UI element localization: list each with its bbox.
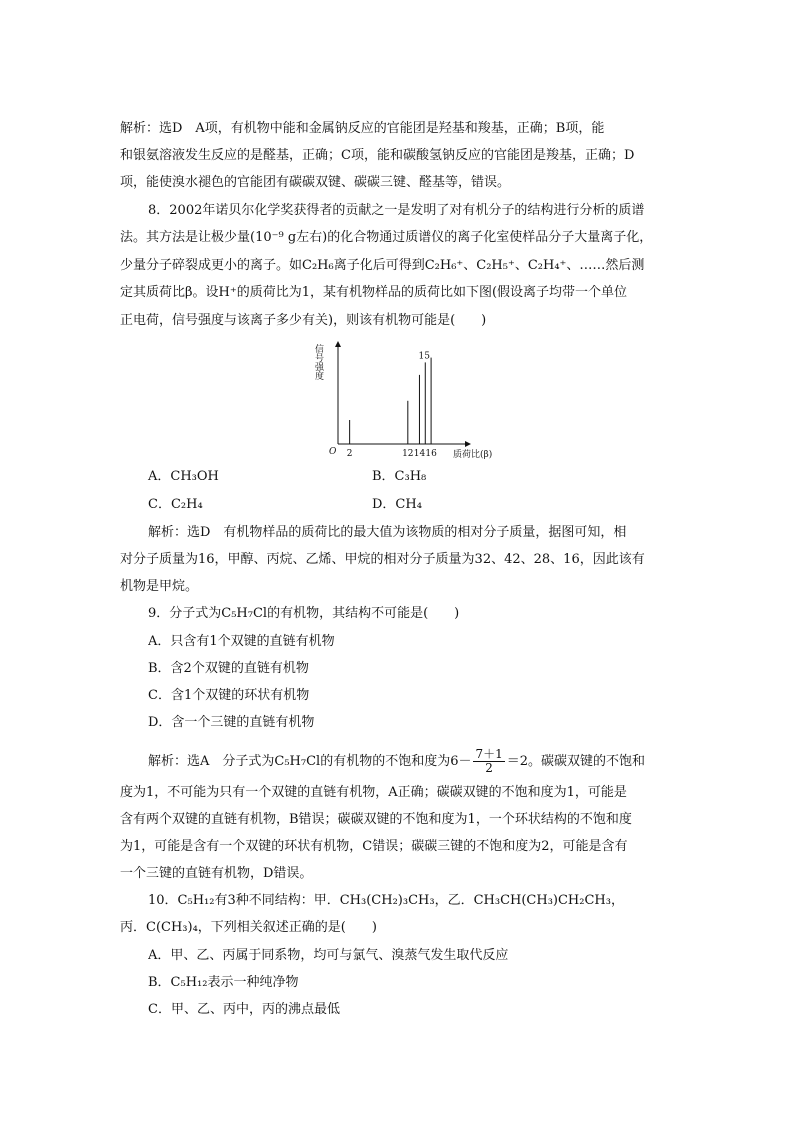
q8-option-d: D．CH₄ xyxy=(372,497,422,512)
bars-group xyxy=(350,358,431,444)
fraction-numerator: 7＋1 xyxy=(475,747,503,761)
q10-stem-line-1: 10．C₅H₁₂有3种不同结构：甲．CH₃(CH₂)₃CH₃，乙．CH₃CH(CH₃)CH₂CH₃， xyxy=(148,893,624,908)
x-tick-label-2: 2 xyxy=(346,449,353,459)
q9-stem: 9．分子式为C₅H₇Cl的有机物，其结构不可能是( ) xyxy=(148,606,460,621)
q8-stem-line-1: 8．2002年诺贝尔化学奖获得者的贡献之一是发明了对有机分子的结构进行分析的质谱 xyxy=(148,203,645,218)
q7-analysis-line-1: 解析：选D A项，有机物中能和金属钠反应的官能团是羟基和羧基，正确；B项，能 xyxy=(120,121,605,136)
origin-label: O xyxy=(329,447,337,457)
q10-option-b: B．C₅H₁₂表示一种纯净物 xyxy=(148,975,299,990)
y-axis-label: 信号强度 xyxy=(313,344,323,380)
q9-option-b: B．含2个双键的直链有机物 xyxy=(148,661,309,676)
q8-stem-line-3: 少量分子碎裂成更小的离子。如C₂H₆离子化后可得到C₂H₆⁺、C₂H₅⁺、C₂H₄⁺、……然后测 xyxy=(120,258,645,273)
fraction xyxy=(473,748,504,775)
q10-option-a: A．甲、乙、丙属于同系物，均可与氯气、溴蒸气发生取代反应 xyxy=(148,948,509,963)
q9-analysis-line-1 xyxy=(148,748,680,775)
q9-analysis-line-5: 一个三键的直链有机物，D错误。 xyxy=(120,866,313,881)
q9-analysis-line-4: 为1，可能是含有一个双键的环状有机物，C错误；碳碳三键的不饱和度为2，可能是含有 xyxy=(120,839,628,854)
q8-analysis-line-1: 解析：选D 有机物样品的质荷比的最大值为该物质的相对分子质量，据图可知，相 xyxy=(148,525,627,540)
annotations-group xyxy=(419,351,431,361)
q8-analysis-line-3: 机物是甲烷。 xyxy=(120,579,199,594)
q9-analysis-text-a: 解析：选A 分子式为C₅H₇Cl的有机物的不饱和度为6－ xyxy=(148,754,472,769)
q10-option-c: C．甲、乙、丙中，丙的沸点最低 xyxy=(148,1002,340,1017)
q9-option-d: D．含一个三键的直链有机物 xyxy=(148,715,315,730)
q7-analysis-line-2: 和银氨溶液发生反应的是醛基，正确；C项，能和碳酸氢钠反应的官能团是羧基，正确；D xyxy=(120,148,635,163)
q8-option-c: C．C₂H₄ xyxy=(148,497,203,512)
fraction-denominator: 2 xyxy=(485,761,493,775)
mass-spectrum-chart xyxy=(310,336,510,466)
q7-analysis-line-3: 项，能使溴水褪色的官能团有碳碳双键、碳碳三键、醛基等，错误。 xyxy=(120,175,511,190)
ticks-group xyxy=(347,449,437,459)
q9-analysis-line-2: 度为1，不可能为只有一个双键的直链有机物，A正确；碳碳双键的不饱和度为1，可能是 xyxy=(120,785,627,800)
x-tick-label-12: 12 xyxy=(402,449,414,459)
q8-option-b: B．C₃H₈ xyxy=(372,469,427,484)
q9-option-c: C．含1个双键的环状有机物 xyxy=(148,688,310,703)
q8-option-a: A．CH₃OH xyxy=(148,469,219,484)
q8-stem-line-4: 定其质荷比β。设H⁺的质荷比为1，某有机物样品的质荷比如下图(假设离子均带一个单位 xyxy=(120,285,628,300)
q9-option-a: A．只含有1个双键的直链有机物 xyxy=(148,634,335,649)
q9-analysis-text-b: ＝2。碳碳双键的不饱和 xyxy=(506,754,646,769)
bar-annotation-15: 15 xyxy=(418,351,430,362)
q8-analysis-line-2: 对分子质量为16，甲醇、丙烷、乙烯、甲烷的相对分子质量为32、42、28、16，因此该有 xyxy=(120,552,645,567)
q9-analysis-line-3: 含有两个双键的直链有机物，B错误；碳碳双键的不饱和度为1，一个环状结构的不饱和度 xyxy=(120,812,632,827)
q8-stem-line-2: 法。其方法是让极少量(10⁻⁹ g左右)的化合物通过质谱仪的离子化室使样品分子大量离子化， xyxy=(120,230,653,245)
x-tick-label-16: 16 xyxy=(425,449,437,459)
x-tick-label-14: 14 xyxy=(413,449,426,459)
x-axis-label: 质荷比(β) xyxy=(453,450,493,460)
q8-stem-line-5: 正电荷，信号强度与该离子多少有关)，则该有机物可能是( ) xyxy=(120,313,487,328)
q10-stem-line-2: 丙．C(CH₃)₄，下列相关叙述正确的是( ) xyxy=(120,920,377,935)
